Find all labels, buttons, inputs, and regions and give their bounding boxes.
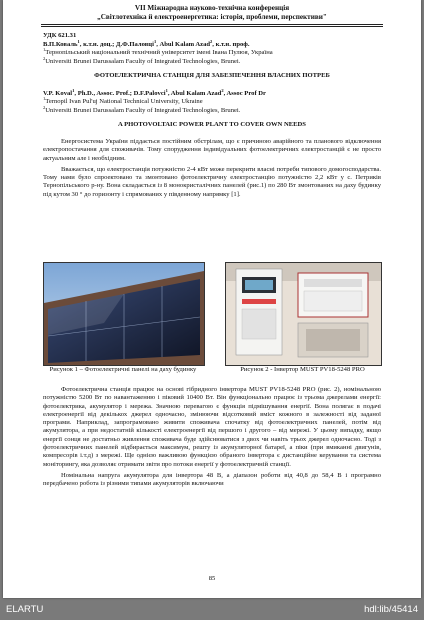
authors-ua: В.П.Коваль$^1$, к.т.н. доц.; Д.Ф.Паловці$^1$, Abul Kalam Azad$^2$, к.т.н. проф. (43, 38, 250, 48)
authors-en: V.P. Koval$^1$, Ph.D., Assoc. Prof.; D.F.Palovci$^1$, Abul Kalam Azad$^2$, Assoc Prof Dr (43, 87, 266, 97)
paragraph: Вважається, що електростанція потужністю 2-4 кВт може перекрити власні потреби типового домогосподарства. Тому нами було спроектовано та змонтовано фотоелектричну електростанцію потужністю 2,2 кВт у с. Петриків Тернопільського р-ну. Вона складається із 8 монокристалічних панелей (рис.1) по 280 Вт змонтованих на даху будинку під кутом 30 ° до горизонту і спрямованих у південному напрямку [1]. (43, 165, 381, 198)
solar-panels-photo (43, 262, 205, 366)
paragraph: Номінальна напруга акумулятора для інвертора 48 В, а діапазон роботи від 40,8 до 58,4 В і програмно передбачено робота із різними типами акумуляторів включаючи (43, 471, 381, 488)
figure-2-caption: Рисунок 2 - Інвертор MUST PV18-5248 PRO (240, 366, 365, 373)
title-en: A PHOTOVOLTAIC POWER PLANT TO COVER OWN NEEDS (118, 121, 306, 128)
affiliation-ua-2: $^2$Universiti Brunei Darussalam Faculty of Integrated Technologies, Brunei. (43, 55, 241, 65)
header-divider (41, 24, 383, 25)
udc-code: УДК 621.31 (43, 32, 77, 39)
body-bottom (43, 386, 381, 489)
handle-label: hdl:lib/45414 (364, 604, 418, 615)
affiliation-en-1: $^1$Ternopil Ivan Pul'uj National Technical University, Ukraine (43, 96, 203, 106)
authors-ua-block (43, 38, 381, 66)
affiliation-en-2: $^2$Universiti Brunei Darussalam Faculty of Integrated Technologies, Brunei. (43, 104, 241, 114)
inverter-illustration (226, 263, 381, 365)
affiliation-ua-1: $^1$Тернопільський національний технічний університет імені Івана Пулюя, Україна (43, 47, 273, 57)
document-page (3, 0, 421, 598)
repository-label: ELARTU (6, 604, 44, 615)
paragraph: Фотоелектрична станція працює на основі гібридного інвертора MUST PV18-5248 PRO (рис. 2), номінальною потужністю 5200 Вт по навантаженню і піковий 10400 Вт. Він функціонально працює із трьома джерелами енергії: фотоелектрика, акумулятор і мережа. Значною перевагою є функція підмішування енергії. Вона полягає в подачі електроенергії від декількох джерел одночасно, змінюючи відсотковий вміст кожного в залежності від заданої програми. Наприклад, запрограмовано живити споживача спочатку від фотоелектричних панелей, потім від акумулятора, а при недостатній кількості електроенергії від першого і другого – від мережі. У цьому випадку, якщо енергії сонця не достатньо живлення споживача буде здійснюватися з двох чи навіть трьох джерел одночасно. Тоді з фотоелектричних панелей відбирається максимум, решту із акумуляторної батареї, а піки (при вмиканні двигунів, компресорів і.т.д) з мережі. Ще однією важливою функцією обраного інвертора є дистанційне керування та система моніторингу, яка дозволяє отримати звіти про потоки енергії у фотоелектричній станції. (43, 386, 381, 468)
conference-title: VII Міжнародна науково-технічна конференція (134, 4, 290, 12)
conference-header (3, 4, 421, 22)
solar-panels-illustration (44, 263, 204, 365)
header-divider-thin (41, 26, 383, 27)
conference-subtitle: „Світлотехніка й електроенергетика: історія, проблеми, перспективи" (97, 13, 327, 21)
figure-1-caption: Рисунок 1 – Фотоелектричні панелі на даху будинку (49, 366, 197, 373)
page-number: 85 (208, 575, 216, 582)
title-ua: ФОТОЕЛЕКТРИЧНА СТАНЦІЯ ДЛЯ ЗАБЕЗПЕЧЕННЯ ВЛАСНИХ ПОТРЕБ (94, 72, 330, 79)
body-top (43, 138, 381, 199)
authors-en-block (43, 87, 381, 115)
inverter-photo (225, 262, 382, 366)
paragraph: Енергосистема України піддається постійним обстрілам, що є причиною аварійного та планового відключення електропостачання для споживачів. Тому спорудження індивідуальних фотоелектричних електростанцій є не просто актуальним але і необхідним. (43, 138, 381, 162)
